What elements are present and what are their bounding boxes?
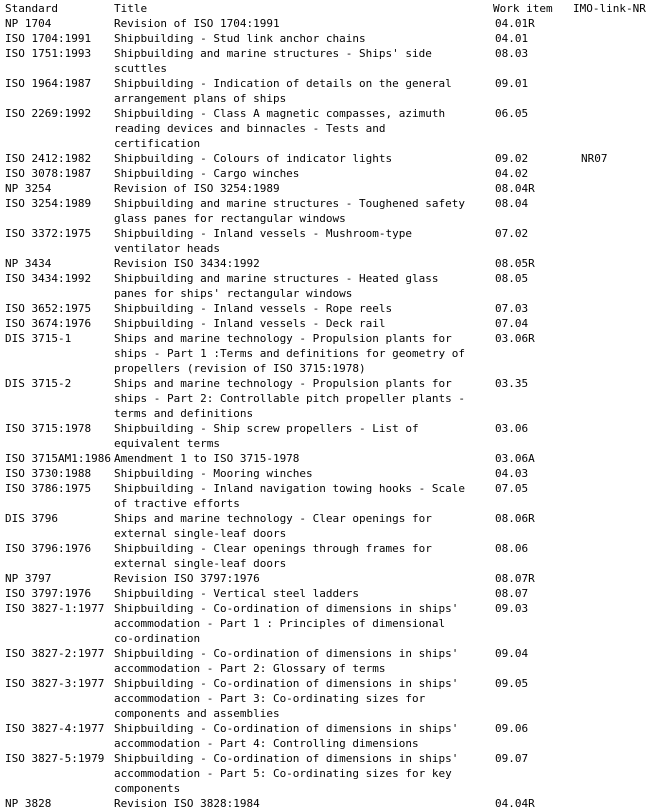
header-title: Title — [114, 2, 148, 15]
table-row — [5, 646, 645, 676]
header-imo-link: IMO-link-NR — [573, 2, 646, 15]
cell-work-item: 08.05 — [495, 272, 529, 285]
cell-standard: ISO 3434:1992 — [5, 272, 92, 285]
cell-work-item: 09.04 — [495, 647, 529, 660]
header-standard: Standard — [5, 2, 58, 15]
cell-imo-link — [563, 421, 645, 451]
cell-standard: ISO 3827-5:1979 — [5, 752, 105, 765]
table-row — [5, 16, 645, 31]
cell-work-item: 06.05 — [495, 107, 529, 120]
cell-work-item: 08.06 — [495, 542, 529, 555]
cell-standard: DIS 3796 — [5, 512, 58, 525]
cell-work-item: 09.02 — [495, 152, 529, 165]
cell-title: Shipbuilding - Ship screw propellers - List of equivalent terms — [114, 422, 419, 450]
cell-title: Shipbuilding - Inland vessels - Rope reels — [114, 302, 393, 315]
cell-work-item: 08.06R — [495, 512, 535, 525]
table-row — [5, 226, 645, 256]
cell-imo-link — [563, 751, 645, 796]
cell-imo-link — [563, 166, 645, 181]
cell-work-item: 07.05 — [495, 482, 529, 495]
cell-standard: NP 3797 — [5, 572, 52, 585]
table-row — [5, 721, 645, 751]
cell-standard: ISO 3796:1976 — [5, 542, 92, 555]
cell-work-item: 09.06 — [495, 722, 529, 735]
table-row — [5, 451, 645, 466]
cell-work-item: 07.04 — [495, 317, 529, 330]
table-row — [5, 676, 645, 721]
cell-imo-link — [563, 451, 645, 466]
cell-title: Shipbuilding - Inland navigation towing hooks - Scale of tractive efforts — [114, 482, 465, 510]
table-row — [5, 256, 645, 271]
cell-work-item: 04.01 — [495, 32, 529, 45]
cell-imo-link — [563, 541, 645, 571]
table-row — [5, 541, 645, 571]
cell-standard: ISO 3786:1975 — [5, 482, 92, 495]
table-row — [5, 46, 645, 76]
cell-standard: ISO 3674:1976 — [5, 317, 92, 330]
cell-title: Shipbuilding and marine structures - Toughened safety glass panes for rectangular windows — [114, 197, 465, 225]
table-row — [5, 166, 645, 181]
cell-imo-link — [563, 466, 645, 481]
table-row — [5, 76, 645, 106]
cell-imo-link — [563, 316, 645, 331]
cell-title: Shipbuilding - Co-ordination of dimensions in ships' accommodation - Part 1 : Principles of dimensional co-ordination — [114, 602, 459, 645]
table-row — [5, 376, 645, 421]
cell-standard: ISO 1964:1987 — [5, 77, 92, 90]
cell-work-item: 08.05R — [495, 257, 535, 270]
cell-title: Shipbuilding - Cargo winches — [114, 167, 300, 180]
cell-title: Shipbuilding - Clear openings through frames for external single-leaf doors — [114, 542, 432, 570]
table-row — [5, 601, 645, 646]
cell-standard: ISO 3652:1975 — [5, 302, 92, 315]
cell-imo-link — [563, 511, 645, 541]
cell-work-item: 03.06 — [495, 422, 529, 435]
cell-imo-link — [563, 646, 645, 676]
cell-title: Shipbuilding - Inland vessels - Mushroom-type ventilator heads — [114, 227, 413, 255]
cell-standard: DIS 3715-1 — [5, 332, 72, 345]
cell-imo-link — [563, 106, 645, 151]
cell-title: Shipbuilding - Co-ordination of dimensions in ships' accommodation - Part 4: Controlling dimensions — [114, 722, 459, 750]
cell-standard: ISO 3827-4:1977 — [5, 722, 105, 735]
table-row — [5, 481, 645, 511]
cell-imo-link — [563, 586, 645, 601]
cell-title: Ships and marine technology - Propulsion plants for ships - Part 1 :Terms and definitions for geometry of propellers (revision of ISO 3715:1978) — [114, 332, 465, 375]
header-work-item: Work item — [493, 2, 553, 15]
cell-standard: NP 3828 — [5, 797, 52, 810]
cell-title: Ships and marine technology - Clear openings for external single-leaf doors — [114, 512, 432, 540]
table-row — [5, 586, 645, 601]
header-row — [5, 1, 645, 16]
cell-title: Shipbuilding - Vertical steel ladders — [114, 587, 360, 600]
cell-standard: ISO 3715AM1:1986 — [5, 452, 111, 465]
table-row — [5, 151, 645, 166]
cell-work-item: 03.35 — [495, 377, 529, 390]
table-body — [5, 16, 645, 811]
cell-work-item: 04.02 — [495, 167, 529, 180]
table-row — [5, 301, 645, 316]
cell-standard: ISO 3078:1987 — [5, 167, 92, 180]
cell-standard: ISO 3372:1975 — [5, 227, 92, 240]
cell-title: Revision of ISO 3254:1989 — [114, 182, 280, 195]
cell-title: Revision ISO 3434:1992 — [114, 257, 260, 270]
cell-imo-link — [563, 271, 645, 301]
cell-standard: NP 3434 — [5, 257, 52, 270]
cell-work-item: 09.07 — [495, 752, 529, 765]
cell-standard: ISO 3827-2:1977 — [5, 647, 105, 660]
cell-standard: NP 1704 — [5, 17, 52, 30]
cell-work-item: 04.04R — [495, 797, 535, 810]
table-row — [5, 31, 645, 46]
cell-work-item: 08.04 — [495, 197, 529, 210]
cell-title: Shipbuilding and marine structures - Ships' side scuttles — [114, 47, 432, 75]
cell-work-item: 08.07R — [495, 572, 535, 585]
cell-imo-link: NR07 — [581, 152, 608, 165]
cell-imo-link — [563, 676, 645, 721]
cell-imo-link — [563, 331, 645, 376]
cell-title: Shipbuilding - Indication of details on the general arrangement plans of ships — [114, 77, 452, 105]
cell-work-item: 08.03 — [495, 47, 529, 60]
cell-imo-link — [563, 76, 645, 106]
cell-work-item: 09.05 — [495, 677, 529, 690]
cell-work-item: 07.03 — [495, 302, 529, 315]
cell-title: Revision ISO 3828:1984 — [114, 797, 260, 810]
table-row — [5, 511, 645, 541]
cell-work-item: 09.01 — [495, 77, 529, 90]
cell-standard: ISO 3827-3:1977 — [5, 677, 105, 690]
cell-imo-link — [563, 226, 645, 256]
cell-title: Shipbuilding and marine structures - Heated glass panes for ships' rectangular windows — [114, 272, 439, 300]
cell-standard: NP 3254 — [5, 182, 52, 195]
table-row — [5, 181, 645, 196]
cell-standard: ISO 2269:1992 — [5, 107, 92, 120]
cell-title: Shipbuilding - Class A magnetic compasses, azimuth reading devices and binnacles - Tests and certification — [114, 107, 446, 150]
cell-imo-link — [563, 796, 645, 811]
cell-title: Revision of ISO 1704:1991 — [114, 17, 280, 30]
cell-imo-link — [563, 301, 645, 316]
cell-standard: ISO 3730:1988 — [5, 467, 92, 480]
cell-work-item: 07.02 — [495, 227, 529, 240]
cell-standard: ISO 2412:1982 — [5, 152, 92, 165]
cell-title: Revision ISO 3797:1976 — [114, 572, 260, 585]
cell-imo-link — [563, 181, 645, 196]
cell-title: Shipbuilding - Mooring winches — [114, 467, 313, 480]
cell-title: Shipbuilding - Inland vessels - Deck rail — [114, 317, 386, 330]
cell-standard: DIS 3715-2 — [5, 377, 72, 390]
cell-work-item: 04.03 — [495, 467, 529, 480]
table-row — [5, 331, 645, 376]
cell-work-item: 09.03 — [495, 602, 529, 615]
cell-imo-link — [563, 571, 645, 586]
cell-work-item: 03.06A — [495, 452, 535, 465]
cell-work-item: 08.04R — [495, 182, 535, 195]
cell-imo-link — [563, 601, 645, 646]
cell-standard: ISO 3715:1978 — [5, 422, 92, 435]
table-row — [5, 796, 645, 811]
cell-title: Shipbuilding - Co-ordination of dimensions in ships' accommodation - Part 3: Co-ordinating sizes for components and assemblies — [114, 677, 459, 720]
table-row — [5, 106, 645, 151]
cell-imo-link — [563, 256, 645, 271]
cell-imo-link — [563, 16, 645, 31]
cell-work-item: 04.01R — [495, 17, 535, 30]
cell-imo-link — [563, 196, 645, 226]
cell-imo-link — [563, 376, 645, 421]
cell-imo-link — [563, 481, 645, 511]
table-row — [5, 316, 645, 331]
cell-standard: ISO 3797:1976 — [5, 587, 92, 600]
cell-title: Shipbuilding - Colours of indicator lights — [114, 152, 393, 165]
cell-title: Shipbuilding - Co-ordination of dimensions in ships' accommodation - Part 5: Co-ordinating sizes for key components — [114, 752, 459, 795]
cell-imo-link — [563, 721, 645, 751]
cell-work-item: 03.06R — [495, 332, 535, 345]
cell-title: Shipbuilding - Stud link anchor chains — [114, 32, 366, 45]
table-row — [5, 466, 645, 481]
cell-title: Ships and marine technology - Propulsion plants for ships - Part 2: Controllable pitch propeller plants - terms and definitions — [114, 377, 465, 420]
table-row — [5, 751, 645, 796]
cell-title: Shipbuilding - Co-ordination of dimensions in ships' accommodation - Part 2: Glossary of terms — [114, 647, 459, 675]
cell-standard: ISO 1704:1991 — [5, 32, 92, 45]
cell-imo-link — [563, 31, 645, 46]
table-row — [5, 271, 645, 301]
table-row — [5, 571, 645, 586]
table-row — [5, 196, 645, 226]
cell-imo-link — [563, 46, 645, 76]
table-row — [5, 421, 645, 451]
cell-standard: ISO 3254:1989 — [5, 197, 92, 210]
cell-work-item: 08.07 — [495, 587, 529, 600]
cell-standard: ISO 1751:1993 — [5, 47, 92, 60]
cell-title: Amendment 1 to ISO 3715-1978 — [114, 452, 300, 465]
cell-standard: ISO 3827-1:1977 — [5, 602, 105, 615]
standards-table — [5, 1, 645, 811]
